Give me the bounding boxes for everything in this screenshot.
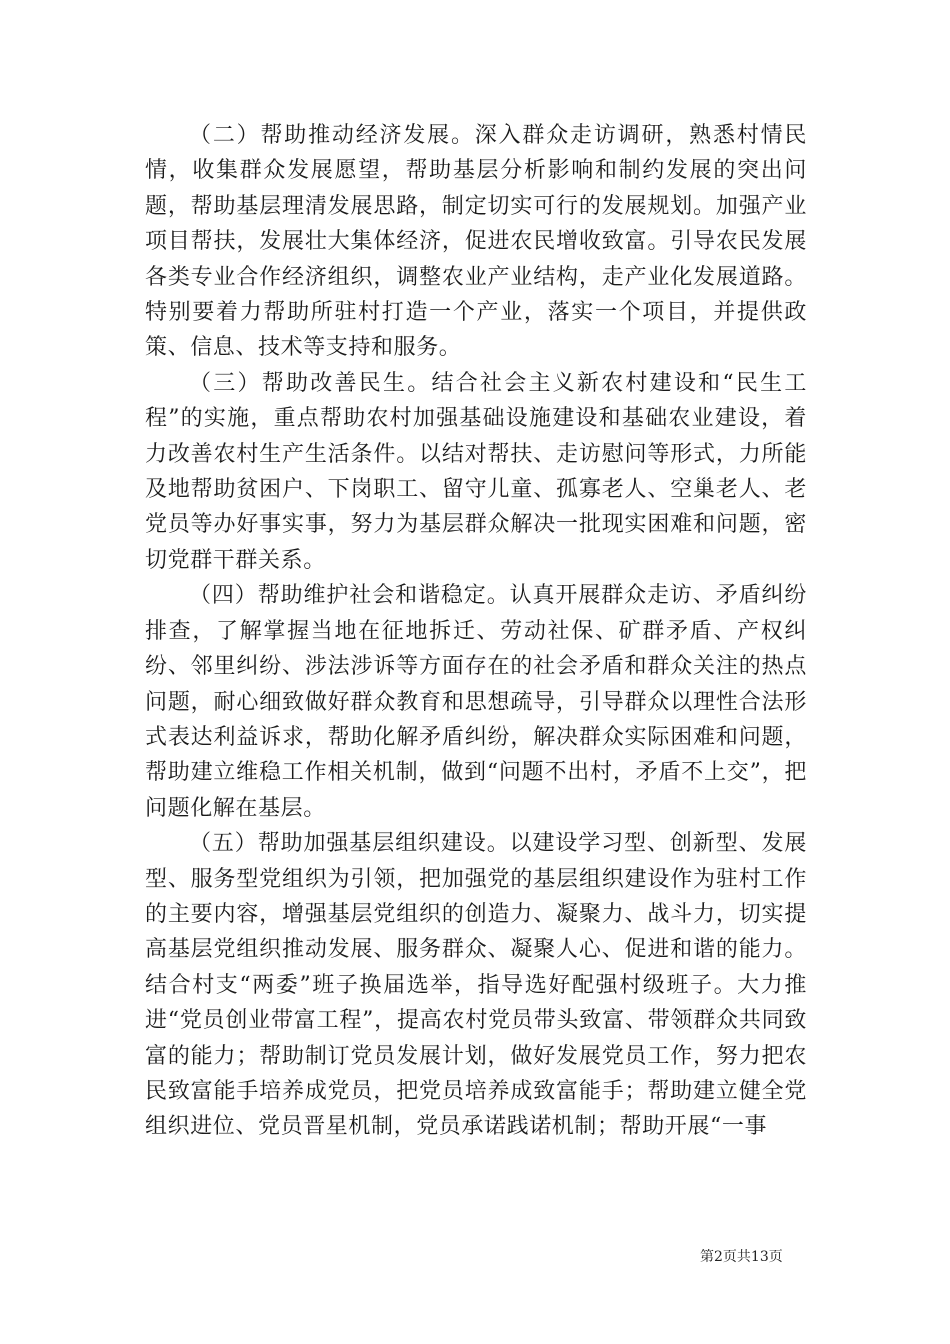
document-body bbox=[145, 118, 807, 1145]
paragraph-economic-development: （二）帮助推动经济发展。深入群众走访调研，熟悉村情民情，收集群众发展愿望，帮助基层分析影响和制约发展的突出问题，帮助基层理清发展思路，制定切实可行的发展规划。加强产业项目帮扶，发展壮大集体经济，促进农民增收致富。引导农民发展各类专业合作经济组织，调整农业产业结构，走产业化发展道路。特别要着力帮助所驻村打造一个产业，落实一个项目，并提供政策、信息、技术等支持和服务。 bbox=[145, 123, 807, 361]
page-number: 第2页共13页 bbox=[700, 1249, 783, 1265]
paragraph-grassroots-organization: （五）帮助加强基层组织建设。以建设学习型、创新型、发展型、服务型党组织为引领，把加强党的基层组织建设作为驻村工作的主要内容，增强基层党组织的创造力、凝聚力、战斗力，切实提高基层党组织推动发展、服务群众、凝聚人心、促进和谐的能力。结合村支“两委”班子换届选举，指导选好配强村级班子。大力推进“党员创业带富工程”，提高农村党员带头致富、带领群众共同致富的能力；帮助制订党员发展计划，做好发展党员工作，努力把农民致富能手培养成党员，把党员培养成致富能手；帮助建立健全党组织进位、党员晋星机制，党员承诺践诺机制；帮助开展“一事 bbox=[145, 831, 807, 1140]
paragraph-social-stability: （四）帮助维护社会和谐稳定。认真开展群众走访、矛盾纠纷排查，了解掌握当地在征地拆迁、劳动社保、矿群矛盾、产权纠纷、邻里纠纷、涉法涉诉等方面存在的社会矛盾和群众关注的热点问题，耐心细致做好群众教育和思想疏导，引导群众以理性合法形式表达利益诉求，帮助化解矛盾纠纷，解决群众实际困难和问题，帮助建立维稳工作相关机制，做到“问题不出村，矛盾不上交”，把问题化解在基层。 bbox=[145, 583, 807, 821]
paragraph-improve-livelihood: （三）帮助改善民生。结合社会主义新农村建设和“民生工程”的实施，重点帮助农村加强基础设施建设和基础农业建设，着力改善农村生产生活条件。以结对帮扶、走访慰问等形式，力所能及地帮助贫困户、下岗职工、留守儿童、孤寡老人、空巢老人、老党员等办好事实事，努力为基层群众解决一批现实困难和问题，密切党群干群关系。 bbox=[145, 370, 807, 573]
